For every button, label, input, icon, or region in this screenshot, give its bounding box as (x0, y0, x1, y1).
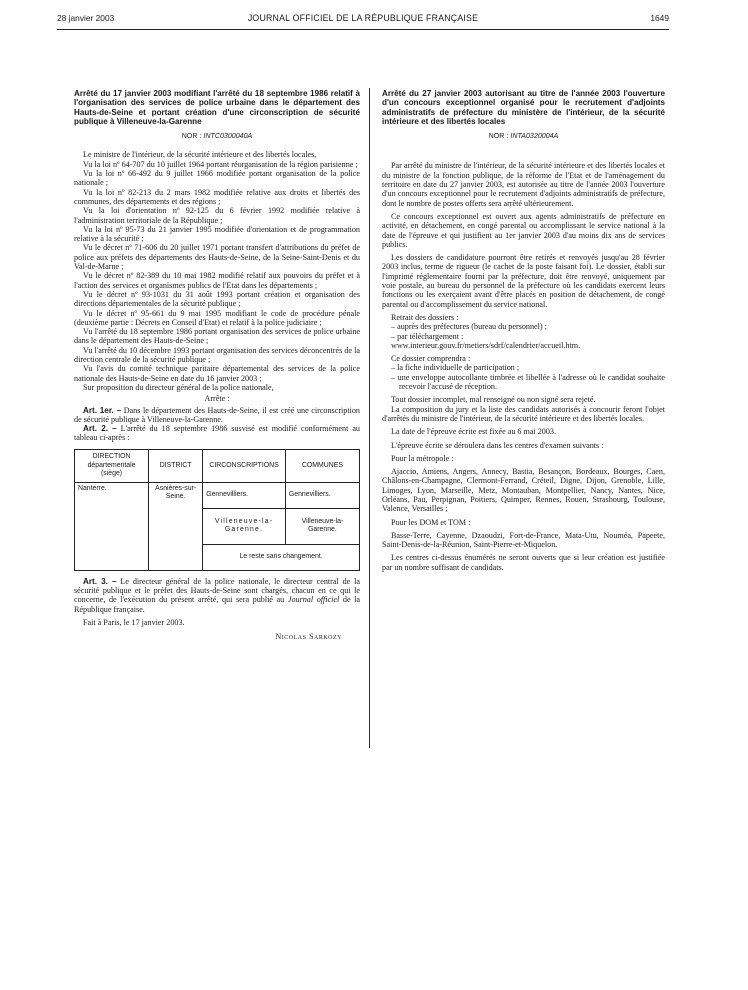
journal-officiel-ref: Journal officiel (287, 595, 340, 605)
left-nor-label: NOR : (181, 132, 202, 141)
paragraph: L'épreuve écrite se déroulera dans les centres d'examen suivants : (391, 440, 604, 450)
paragraph: La date de l'épreuve écrite est fixée au 6 mai 2003. (391, 427, 557, 437)
paragraph: Les centres ci-dessus énumérés ne seront ouverts que si leur création est justifiée par un nombre suffisant de candidats. (382, 553, 665, 572)
domtom-cities: Basse-Terre, Cayenne, Dzaoudzi, Fort-de-France, Mata-Utu, Nouméa, Papeete, Saint-Denis-de-la-Réunion, Saint-Pierre-et-Miquelon. (382, 530, 665, 550)
table-header: DIRECTION départementale (siège) (75, 449, 149, 482)
table-cell-district: Asnières-sur-Seine. (149, 482, 203, 570)
considerant: Vu la loi d'orientation nº 92-125 du 6 février 1992 modifiée relative à l'administration territoriale de la République ; (74, 206, 360, 225)
considerant: Vu la loi nº 95-73 du 21 janvier 1995 modifiée d'orientation et de programmation relative à la sécurité ; (74, 224, 360, 244)
table-header-row (75, 449, 360, 482)
table-cell-direction: Nanterre. (75, 482, 149, 570)
right-nor-label: NOR : (488, 132, 509, 141)
article-1-label: Art. 1er. – (83, 405, 122, 415)
considerant: Le ministre de l'intérieur, de la sécurité intérieure et des libertés locales, (83, 150, 317, 160)
retrait-label: Retrait des dossiers : (391, 312, 459, 322)
left-considerants (74, 150, 360, 392)
table-header: DISTRICT (149, 449, 203, 482)
metropole-cities: Ajaccio, Amiens, Angers, Annecy, Bastia, Besançon, Bordeaux, Bourges, Caen, Châlons-en-Champagne, Clermont-Ferrand, Créteil, Digne, Dijon, Grenoble, Lille, Limoges, Lyon, Marseille, Metz, Montauban, Montpellier, Nancy, Nantes, Nice, Orléans, Pau, Perpignan, Poitiers, Quimper, Rennes, Rouen, Strasbourg, Toulouse, Valence, Versailles ; (382, 467, 665, 514)
article-1-text: Dans le département des Hauts-de-Seine, il est créé une circonscription de sécurité publique à Villeneuve-la-Garenne. (74, 405, 360, 424)
right-nor (382, 132, 665, 141)
article-3-text: Le directeur général de la police nationale, le directeur central de la sécurité publique et le préfet des Hauts-de-Seine sont chargés, chacun en ce qui le concerne, de l'exécution du présent arrêté, qui sera publié au (74, 576, 361, 605)
considerant: Vu l'avis du comité technique paritaire départemental des services de la police nationale des Hauts-de-Seine en date du 16 janvier 2003 ; (74, 364, 360, 383)
journal-title: JOURNAL OFFICIEL DE LA RÉPUBLIQUE FRANÇAISE (247, 13, 479, 23)
left-nor (74, 132, 360, 141)
right-article-title: Arrêté du 27 janvier 2003 autorisant au titre de l'année 2003 l'ouverture d'un concours exceptionnel organisé pour le recrutement d'adjoints administratifs de préfecture du ministère de l'intérieur, de la sécurité intérieure et des libertés locales (382, 89, 665, 126)
list-item: – par téléchargement : (391, 332, 665, 341)
column-divider (369, 88, 370, 748)
article-3 (74, 577, 360, 614)
table-row (75, 482, 360, 508)
paragraph: La composition du jury et la liste des candidats autorisés à concourir feront l'objet d'arrêtés du ministre de l'intérieur, de la sécurité intérieure et des libertés locales. (382, 404, 665, 423)
dossier-list (382, 363, 665, 391)
considerant: Vu le décret nº 82-389 du 10 mai 1982 modifié relatif aux pouvoirs du préfet et à l'action des services et organismes publics de l'Etat dans les départements ; (74, 271, 360, 290)
table-header: CIRCONSCRIPTIONS (203, 449, 286, 482)
considerant: Vu la loi nº 82-213 du 2 mars 1982 modifiée relative aux droits et libertés des communes, des départements et des régions ; (74, 187, 360, 206)
header-date: 28 janvier 2003 (57, 13, 115, 23)
table-header: COMMUNES (285, 449, 359, 482)
article-3-end: de la République française. (74, 595, 361, 614)
article-1 (74, 406, 360, 425)
right-nor-code: INTA0320004A (510, 132, 559, 141)
considerant: Vu la loi nº 64-707 du 10 juillet 1964 portant réorganisation de la région parisienne ; (83, 159, 358, 169)
list-item: – auprès des préfectures (bureau du personnel) ; (391, 322, 665, 331)
page-header (57, 13, 669, 27)
metropole-label: Pour la métropole : (391, 453, 454, 463)
signature: Nicolas Sarkozy (275, 632, 342, 642)
paragraph: Par arrêté du ministre de l'intérieur, de la sécurité intérieure et des libertés locales et du ministre de la fonction publique, de la réforme de l'Etat et de l'aménagement du territoire en date du 27 janvier 2003, est autorisée au titre de l'année 2003 l'ouverture d'un concours exceptionnel pour le recrutement d'adjoints administratifs de préfecture, dont le nombre de postes offerts sera arrêté ultérieurement. (382, 161, 665, 208)
considerant: Vu l'arrêté du 10 décembre 1993 portant organisation des services déconcentrés de la direction centrale de la sécurité publique ; (74, 345, 360, 365)
article-3-label: Art. 3. – (83, 576, 117, 586)
considerant: Vu le décret nº 95-661 du 9 mai 1995 modifiant le code de procédure pénale (deuxième partie : Décrets en Conseil d'Etat) et relatif à la police judiciaire ; (74, 308, 360, 327)
considerant: Vu la loi nº 66-492 du 9 juillet 1966 modifiée portant organisation de la police nationale ; (74, 169, 360, 188)
dossier-label: Ce dossier comprendra : (391, 354, 471, 364)
done-at: Fait à Paris, le 17 janvier 2003. (83, 617, 185, 627)
table-cell-communes: Villeneuve-la-Garenne. (285, 508, 359, 544)
considerant: Vu l'arrêté du 18 septembre 1986 portant organisation des services de police urbaine dans le département des Hauts-de-Seine ; (74, 327, 360, 346)
left-article-title: Arrêté du 17 janvier 2003 modifiant l'arrêté du 18 septembre 1986 relatif à l'organisation des services de police urbaine dans le département des Hauts-de-Seine et portant création d'une circonscription de sécurité publique à Villeneuve-la-Garenne (74, 89, 360, 126)
arrete-label: Arrête : (204, 394, 230, 404)
paragraph: Ce concours exceptionnel est ouvert aux agents administratifs de préfecture en activité, en détachement, en congé parental ou accomplissant le service national à la date de l'épreuve et qui justifient au 1er janvier 2003 d'au moins dix ans de services publics. (382, 211, 665, 249)
considerant: Vu le décret nº 93-1031 du 31 août 1993 portant création et organisation des directions départementales de la sécurité publique ; (74, 289, 360, 309)
header-divider (57, 29, 669, 30)
article-2 (74, 424, 360, 443)
download-url: www.interieur.gouv.fr/metiers/sdrf/calendrier/accueil.htm. (391, 340, 581, 350)
considerant: Vu le décret nº 71-606 du 20 juillet 1971 portant transfert d'attributions du préfet de police aux préfets des départements des Hauts-de-Seine, de la Seine-Saint-Denis et du Val-de-Marne ; (74, 243, 360, 272)
article-2-label: Art. 2. – (83, 424, 117, 434)
retrait-list (382, 322, 665, 341)
list-item: – la fiche individuelle de participation ; (391, 363, 665, 372)
page-number: 1649 (650, 13, 669, 23)
left-nor-code: INTC0300040A (203, 132, 253, 141)
districts-table (74, 449, 360, 571)
paragraph: Les dossiers de candidature pourront être retirés et renvoyés jusqu'au 28 février 2003 inclus, terme de rigueur (le cachet de la poste faisant foi). Le dossier, établi sur l'imprimé réglementaire fourni par la préfecture, doit être renvoyé, uniquement par voie postale, au bureau du personnel de la préfecture où les candidats exercent leurs fonctions ou les exerçaient avant d'être placés en position de détachement, de congé parental ou d'accomplissement du service national. (382, 253, 665, 309)
article-2-text: L'arrêté du 18 septembre 1986 susvisé est modifié conformément au tableau ci-après : (74, 424, 360, 443)
table-footer-note: Le reste sans changement. (203, 544, 360, 570)
considerant: Sur proposition du directeur général de la police nationale, (83, 382, 274, 392)
table-cell-circonscription: Gennevilliers. (203, 482, 286, 508)
right-column (382, 89, 665, 572)
left-column (74, 89, 360, 641)
table-cell-circonscription: Villeneuve-la-Garenne. (203, 508, 286, 544)
paragraph: Tout dossier incomplet, mal renseigné ou non signé sera rejeté. (391, 395, 596, 405)
list-item: – une enveloppe autocollante timbrée et libellée à l'adresse où le candidat souhaite recevoir l'accusé de réception. (391, 373, 665, 392)
domtom-label: Pour les DOM et TOM : (391, 517, 471, 527)
table-cell-communes: Gennevilliers. (285, 482, 359, 508)
